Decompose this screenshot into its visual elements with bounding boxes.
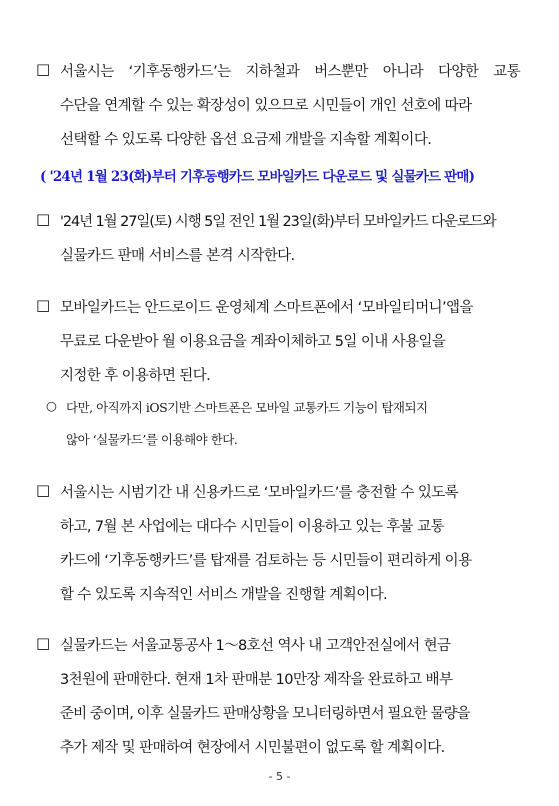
square-bullet: □ [36, 634, 51, 652]
square-bullet: □ [36, 481, 51, 499]
sub-note-line-2: 않아 ‘실물카드’를 이용해야 한다. [66, 432, 238, 447]
square-bullet: □ [36, 210, 51, 228]
paragraph-2-line-1: '24년 1월 27일(토) 시행 5일 전인 1월 23일(화)부터 모바일카드 다운로드와 [60, 214, 496, 230]
paragraph-5-line-1: 실물카드는 서울교통공사 1～8호선 역사 내 고객안전실에서 현금 [60, 638, 451, 654]
circle-bullet: ○ [46, 398, 57, 413]
paragraph-1-line-1: 서울시는 ‘기후동행카드’는 지하철과 버스뿐만 아니라 다양한 교통 [60, 64, 520, 80]
paragraph-1-line-3: 선택할 수 있도록 다양한 옵션 요금제 개발을 지속할 계획이다. [60, 132, 432, 148]
paragraph-2-line-2: 실물카드 판매 서비스를 본격 시작한다. [60, 248, 295, 264]
section-heading: ( '24년 1월 23(화)부터 기후동행카드 모바일카드 다운로드 및 실물카드 판매) [40, 169, 475, 185]
paragraph-1-line-2: 수단을 연계할 수 있는 확장성이 있으므로 시민들이 개인 선호에 따라 [60, 98, 472, 114]
paragraph-3-line-3: 지정한 후 이용하면 된다. [60, 368, 211, 384]
square-bullet: □ [36, 60, 51, 78]
paragraph-4-line-4: 할 수 있도록 지속적인 서비스 개발을 진행할 계획이다. [60, 587, 388, 603]
paragraph-4-line-2: 하고, 7월 본 사업에는 대다수 시민들이 이용하고 있는 후불 교통 [60, 519, 444, 535]
paragraph-5-line-2: 3천원에 판매한다. 현재 1차 판매분 10만장 제작을 완료하고 배부 [60, 672, 453, 688]
paragraph-5-line-3: 준비 중이며, 이후 실물카드 판매상황을 모니터링하면서 필요한 물량을 [60, 706, 470, 722]
paragraph-4-line-1: 서울시는 시범기간 내 신용카드로 ‘모바일카드’를 충전할 수 있도록 [60, 485, 459, 501]
paragraph-3-line-2: 무료로 다운받아 월 이용요금을 계좌이체하고 5일 이내 사용일을 [60, 334, 446, 350]
page-number: - 5 - [268, 770, 291, 783]
paragraph-5-line-4: 추가 제작 및 판매하여 현장에서 시민불편이 없도록 할 계획이다. [60, 740, 445, 756]
paragraph-3-line-1: 모바일카드는 안드로이드 운영체계 스마트폰에서 ‘모바일티머니’앱을 [60, 300, 473, 316]
paragraph-4-line-3: 카드에 ‘기후동행카드’를 탑재를 검토하는 등 시민들이 편리하게 이용 [60, 553, 472, 569]
square-bullet: □ [36, 296, 51, 314]
sub-note-line-1: 다만, 아직까지 iOS기반 스마트폰은 모바일 교통카드 기능이 탑재되지 [66, 400, 428, 415]
